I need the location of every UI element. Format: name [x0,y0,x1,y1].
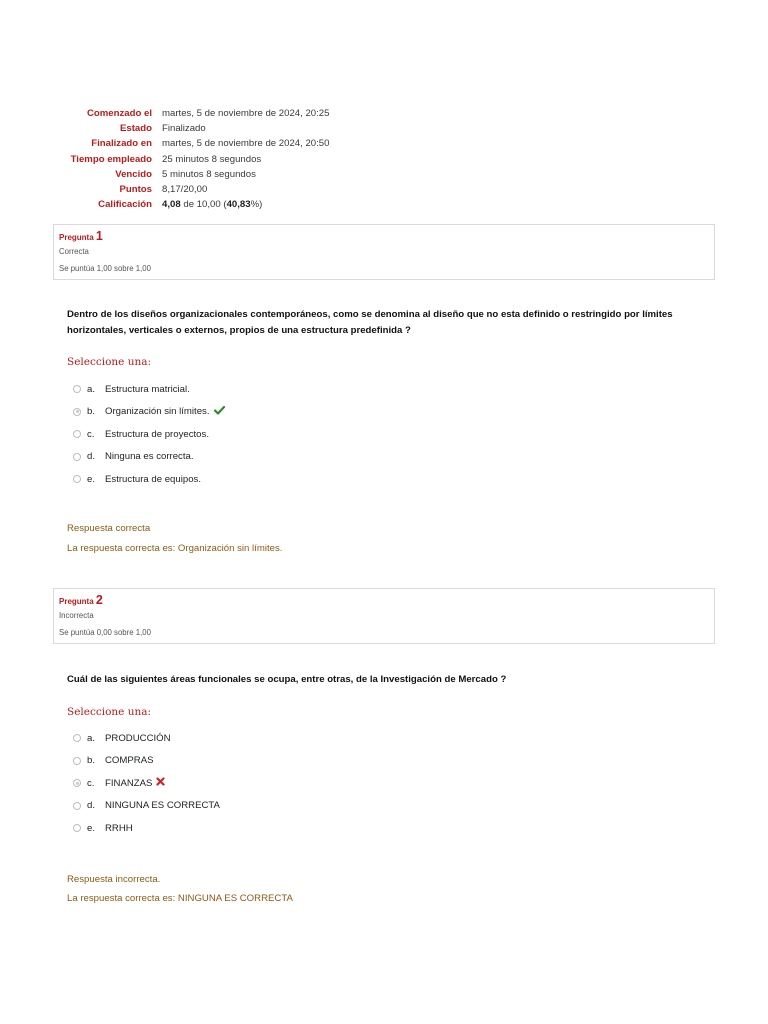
right-answer: La respuesta correcta es: Organización sin límites. [67,543,283,554]
cross-icon [156,777,165,789]
option-letter: a. [87,732,96,744]
question-text: Cuál de las siguientes áreas funcionales se ocupa, entre otras, de la Investigación de Mercado ? [67,674,507,685]
question-grade: Se puntúa 0,00 sobre 1,00 [59,628,151,637]
question-state: Correcta [59,247,89,256]
summary-row-started [0,106,768,121]
summary-row-completed [0,136,768,151]
option-text: Estructura de equipos. [105,473,201,485]
summary-label: Estado [120,123,152,135]
summary-row-overdue [0,167,768,182]
summary-value [162,197,768,212]
option-text: Estructura matricial. [105,383,190,395]
grade-score: 4,08 [162,199,181,211]
answer-option-a[interactable] [72,378,672,401]
option-letter: b. [87,406,96,418]
radio-button[interactable] [73,734,81,742]
answer-option-b[interactable] [72,401,672,424]
option-text: NINGUNA ES CORRECTA [105,800,220,812]
option-text: Ninguna es correcta. [105,451,194,463]
question-state: Incorrecta [59,611,94,620]
answer-option-b[interactable] [72,750,672,773]
question-text: Dentro de los diseños organizacionales contemporáneos, como se denomina al diseño que no esta definido o restringido por límites horizontales, verticales o externos, propios de una estructura predefinida ? [67,309,673,336]
radio-button[interactable] [73,453,81,461]
radio-button[interactable] [73,757,81,765]
option-text: PRODUCCIÓN [105,732,171,744]
question-info [53,224,715,280]
option-letter: c. [87,428,95,440]
summary-label: Vencido [115,168,152,180]
answer-option-c[interactable] [72,772,672,795]
summary-label: Comenzado el [86,108,152,119]
radio-button[interactable] [73,475,81,483]
summary-row-grade [0,197,768,212]
radio-button-selected[interactable] [73,408,81,416]
radio-button[interactable] [73,385,81,393]
answer-option-d[interactable] [72,795,672,818]
summary-row-time [0,152,768,167]
option-text: COMPRAS [105,755,154,767]
answer-option-e[interactable] [72,468,672,491]
option-letter: b. [87,755,96,767]
option-letter: e. [87,822,96,834]
option-text: Organización sin límites. [105,406,210,418]
question-label: Pregunta [59,597,94,606]
option-text: Estructura de proyectos. [105,428,209,440]
grade-percent: 40,83 [226,199,251,211]
option-text: FINANZAS [105,777,153,789]
question-num: 2 [95,593,103,607]
radio-button[interactable] [73,430,81,438]
check-icon [214,406,225,418]
answer-option-a[interactable] [72,727,672,750]
answer-options [72,378,672,491]
attempt-summary [0,106,768,212]
summary-label: Tiempo empleado [70,153,152,165]
summary-value: Finalizado [162,123,206,135]
answer-option-e[interactable] [72,817,672,840]
answer-option-d[interactable] [72,446,672,469]
grade-end: %) [250,199,263,211]
answer-options [72,727,672,840]
summary-label: Finalizado en [91,138,152,150]
summary-value: 5 minutos 8 segundos [162,168,256,180]
option-text: RRHH [105,822,133,834]
feedback-text: Respuesta correcta [67,523,151,534]
summary-value: 25 minutos 8 segundos [162,153,262,165]
option-letter: a. [87,383,96,395]
summary-label: Calificación [98,199,152,211]
answer-option-c[interactable] [72,423,672,446]
question-number [59,229,709,245]
question-info [53,588,715,644]
radio-button[interactable] [73,802,81,810]
summary-value: martes, 5 de noviembre de 2024, 20:50 [162,138,330,150]
feedback-text: Respuesta incorrecta. [67,874,161,885]
summary-row-state [0,121,768,136]
question-label: Pregunta [59,233,94,242]
summary-value: 8,17/20,00 [162,184,208,196]
radio-button-selected[interactable] [73,779,81,787]
radio-button[interactable] [73,824,81,832]
select-prompt: Seleccione una: [67,356,152,368]
option-letter: d. [87,451,96,463]
summary-row-marks [0,182,768,197]
summary-value: martes, 5 de noviembre de 2024, 20:25 [162,108,330,119]
question-number [59,593,709,609]
option-letter: c. [87,777,95,789]
option-letter: d. [87,800,96,812]
select-prompt: Seleccione una: [67,706,152,718]
summary-label: Puntos [119,184,152,196]
question-grade: Se puntúa 1,00 sobre 1,00 [59,264,151,273]
grade-mid: de 10,00 ( [180,199,227,211]
option-letter: e. [87,473,96,485]
right-answer: La respuesta correcta es: NINGUNA ES CORRECTA [67,893,293,904]
question-num: 1 [95,229,103,243]
